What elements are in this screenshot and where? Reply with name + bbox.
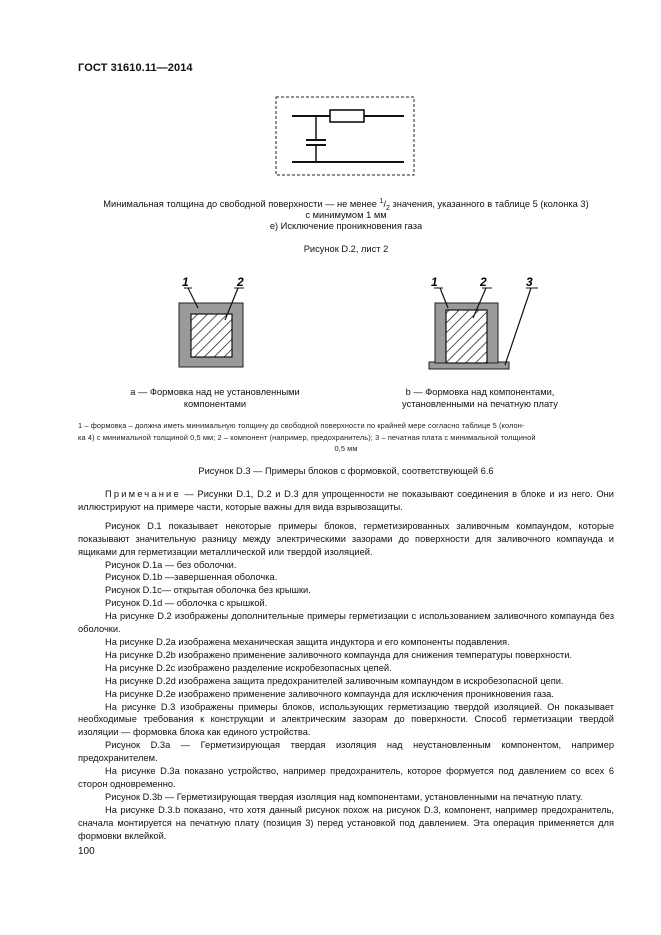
note-paragraph [78, 488, 614, 514]
figure-d3-drawings [160, 272, 560, 382]
document-header: ГОСТ 31610.11—2014 [78, 62, 193, 74]
caption-b-line1: b — Формовка над компонентами, [405, 387, 555, 397]
note-text: — Рисунки D.1, D.2 и D.3 для упрощенности не показывают соединения в блоке и из него. Они иллюстрируют на примере части, которые важны для вида взрывозащиты. [78, 489, 614, 512]
paragraph: На рисунке D.3.b показано, что хотя данный рисунок похож на рисунок D.3, компонент, например предохранитель, сначала монтируется на печатную плату (позиция 3) перед установкой под давлением. Эта операция применяется для формовки вклейкой. [78, 804, 614, 841]
component-a [191, 314, 232, 357]
paragraph: Рисунок D.3a — Герметизирующая твердая изоляция над неустановленным компонентом, например предохранителем. [78, 740, 614, 764]
paragraph: Рисунок D.1b —завершенная оболочка. [105, 572, 278, 583]
figure-d3-title: Рисунок D.3 — Примеры блоков с формовкой, соответствующей 6.6 [198, 466, 494, 476]
caption-text: Минимальная толщина до свободной поверхности — не менее [103, 199, 380, 210]
caption-text: значения, указанного в таблице 5 (колонка 3) [389, 199, 589, 210]
paragraph: На рисунке D.2d изображена защита предохранителей заливочным компаундом в искробезопасной цепи. [105, 675, 564, 686]
paragraph: На рисунке D.3a показано устройство, например предохранитель, которое формуется под давлением со всех 6 сторон одновременно. [78, 766, 614, 789]
circuit-diagram [270, 95, 420, 179]
body-text [78, 488, 614, 842]
leader-3b [505, 288, 531, 365]
figure-d2-caption-line2: с минимумом 1 мм [305, 210, 387, 220]
legend-line1: 1 – формовка – должна иметь минимальную толщину до свободной поверхности по крайней мере согласно таблице 5 (колон- [78, 421, 525, 430]
fraction-numerator: 1 [379, 198, 384, 205]
figure-d2-caption-line3: е) Исключение проникновения газа [269, 221, 423, 231]
figure-d3-legend [78, 420, 614, 455]
label-3b: 3 [526, 275, 533, 289]
legend-line2: ка 4) с минимальной толщиной 0,5 мм; 2 – компонент (например, предохранитель); 3 – печатная плата с минимальной толщиной [78, 432, 536, 442]
caption-b [370, 386, 590, 410]
paragraph: На рисунке D.2b изображено применение заливочного компаунда для снижения температуры поверхности. [105, 649, 573, 660]
paragraph: На рисунке D.2a изображена механическая защита индуктора и его компоненты подавления. [105, 636, 510, 647]
caption-a [105, 386, 325, 410]
drawing-b [429, 275, 538, 369]
page-number: 100 [78, 846, 95, 857]
paragraph: Рисунок D.1d — оболочка с крышкой. [105, 598, 268, 609]
paragraph: На рисунке D.2e изображено применение заливочного компаунда для исключения проникновения газа. [105, 688, 554, 699]
paragraph: Рисунок D.1 показывает некоторые примеры блоков, герметизированных заливочным компаундом, которые показывают значительную разницу между электрическими зазорами до поверхности для заливочного компаунда и ящиками для герметизации металлической или твердой изоляцией. [78, 520, 614, 557]
legend-line3: 0,5 мм [334, 444, 358, 453]
resistor [330, 110, 364, 122]
caption-b-line2: установленными на печатную плату [402, 399, 558, 409]
fraction-denominator: 2 [386, 204, 390, 212]
paragraph: На рисунке D.2 изображены дополнительные примеры герметизации с использованием заливочного компаунда без оболочки. [78, 611, 614, 635]
component-b [446, 310, 487, 363]
dashed-boundary [276, 97, 414, 175]
caption-a-line1: а — Формовка над не установленными [130, 387, 300, 397]
drawing-a [179, 275, 244, 367]
paragraph: Рисунок D.3b — Герметизирующая твердая изоляция над компонентами, установленными на печатную плату. [105, 791, 583, 802]
figure-d2-caption-line1: Минимальная толщина до свободной поверхности — не менее $^1/_2$ значения, указанного в таблице 5 (колонка 3) [103, 198, 589, 212]
paragraph: На рисунке D.2c изображено разделение искробезопасных цепей. [105, 662, 392, 673]
figure-d2-title: Рисунок D.2, лист 2 [303, 244, 389, 254]
paragraph: Рисунок D.1c— открытая оболочка без крышки. [105, 585, 311, 596]
label-2b: 2 [480, 275, 487, 289]
label-1b: 1 [431, 275, 438, 289]
paragraph: Рисунок D.1a — без оболочки. [105, 559, 237, 570]
label-2a: 2 [237, 275, 244, 289]
label-1a: 1 [182, 275, 189, 289]
paragraph: На рисунке D.3 изображены примеры блоков, использующих герметизацию твердой изоляцией. Он показывает необходимые требования к конструкции и электрическим зазорам до поверхности. Способ герметизации твердой изоляции — формовка блока как единого устройства. [78, 701, 614, 738]
caption-a-line2: компонентами [183, 399, 247, 409]
note-label: Примечание [105, 489, 181, 499]
